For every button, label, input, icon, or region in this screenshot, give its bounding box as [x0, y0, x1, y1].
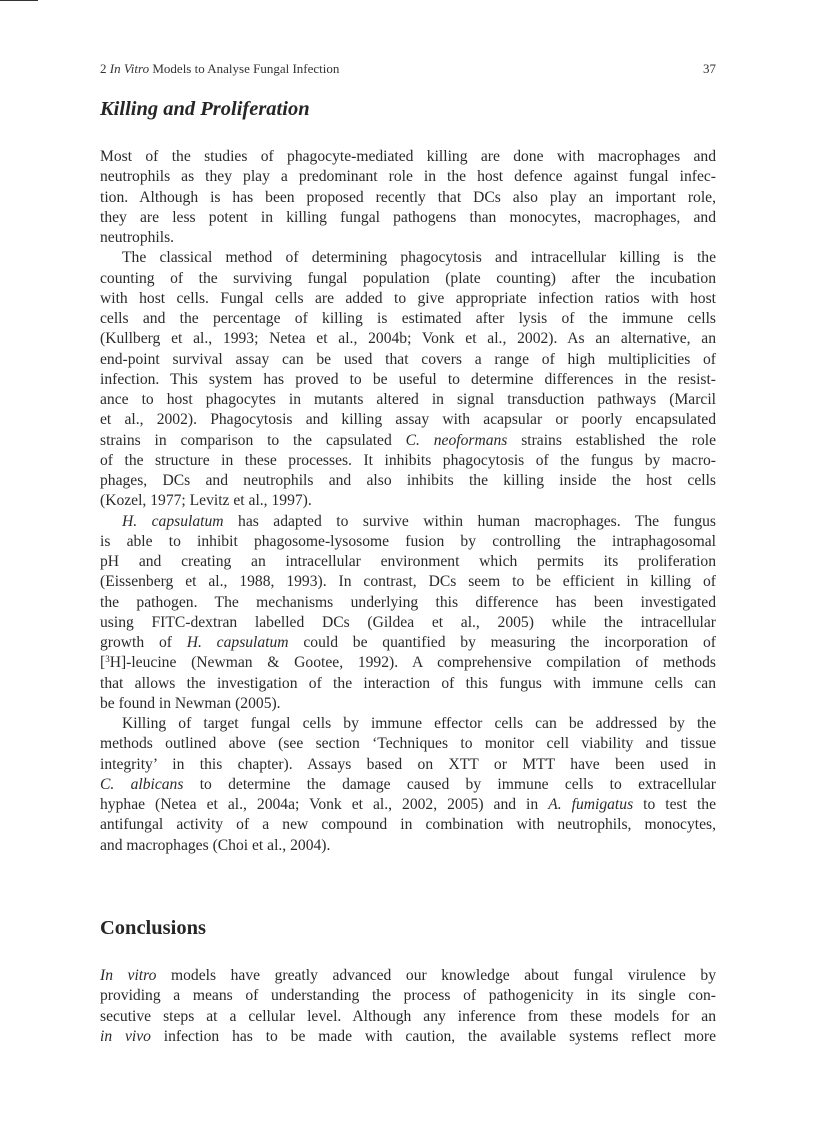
paragraph: of the structure in these processes. It inhibits phagocytosis of the fungus by macro- [100, 451, 716, 469]
paragraph: phages, DCs and neutrophils and also inhibits the killing inside the host cells [100, 472, 716, 489]
paragraph: strains in comparison to the capsulated C. neoformans strains established the role [100, 431, 717, 449]
paragraph: providing a means of understanding the process of pathogenicity in its single con- [100, 987, 716, 1005]
paragraph: (Eissenberg et al., 1988, 1993). In contrast, DCs seem to be efficient in killing of [100, 573, 716, 591]
section-heading-killing: Killing and Proliferation [100, 98, 310, 120]
paragraph: with host cells. Fungal cells are added to give appropriate infection ratios with host [100, 289, 716, 307]
paragraph: pH and creating an intracellular environment which permits its proliferation [100, 553, 716, 570]
paragraph: (Kozel, 1977; Levitz et al., 1997). [100, 492, 312, 510]
paragraph: be found in Newman (2005). [100, 694, 281, 712]
paragraph: counting of the surviving fungal population (plate counting) after the incubation [100, 269, 716, 287]
paragraph: is able to inhibit phagosome-lysosome fusion by controlling the intraphagosomal [100, 532, 716, 550]
paragraph: Most of the studies of phagocyte-mediated killing are done with macrophages and [100, 148, 716, 165]
paragraph: et al., 2002). Phagocytosis and killing assay with acapsular or poorly encapsulated [100, 411, 716, 429]
paragraph: using FITC-dextran labelled DCs (Gildea et al., 2005) while the intracellular [100, 613, 716, 631]
paragraph: methods outlined above (see section ‘Techniques to monitor cell viability and tissue [100, 735, 716, 753]
section-body-killing [100, 147, 716, 856]
paragraph: end-point survival assay can be used that covers a range of high multiplicities of [100, 350, 716, 368]
paragraph: hyphae (Netea et al., 2004a; Vonk et al., 2002, 2005) and in A. fumigatus to test the [100, 796, 716, 813]
paragraph: growth of H. capsulatum could be quantified by measuring the incorporation of [100, 634, 716, 651]
paragraph: secutive steps at a cellular level. Although any inference from these models for an [100, 1007, 716, 1025]
paragraph: H. capsulatum has adapted to survive within human macrophages. The fungus [122, 512, 716, 530]
page-corner-mark [0, 0, 38, 1]
paragraph: in vivo infection has to be made with caution, the available systems reflect more [100, 1027, 716, 1045]
paragraph: C. albicans to determine the damage caused by immune cells to extracellular [100, 775, 717, 793]
paragraph: they are less potent in killing fungal pathogens than monocytes, macrophages, and [100, 208, 716, 226]
paragraph: integrity’ in this chapter). Assays based on XTT or MTT have been used in [100, 755, 716, 773]
section-body-conclusions [100, 966, 716, 1047]
paragraph: and macrophages (Choi et al., 2004). [100, 836, 331, 854]
paragraph: the pathogen. The mechanisms underlying this difference has been investigated [100, 593, 716, 611]
paragraph: The classical method of determining phagocytosis and intracellular killing is the [122, 249, 716, 267]
paragraph: that allows the investigation of the interaction of this fungus with immune cells can [100, 674, 716, 692]
paragraph: (Kullberg et al., 1993; Netea et al., 2004b; Vonk et al., 2002). As an alternative, an [100, 330, 716, 348]
page-number: 37 [703, 61, 716, 76]
paragraph: tion. Although is has been proposed recently that DCs also play an important role, [100, 188, 716, 206]
paragraph: ance to host phagocytes in mutants altered in signal transduction pathways (Marcil [100, 391, 716, 408]
paragraph: infection. This system has proved to be useful to determine differences in the resist- [100, 370, 716, 388]
running-header-title: 2 In Vitro Models to Analyse Fungal Infection [100, 61, 340, 76]
paragraph: neutrophils. [100, 229, 175, 246]
paragraph: [$^3$H]-leucine (Newman & Gootee, 1992). A comprehensive compilation of methods [100, 654, 716, 672]
section-heading-conclusions: Conclusions [100, 917, 206, 939]
paragraph: antifungal activity of a new compound in combination with neutrophils, monocytes, [100, 816, 716, 834]
paragraph: neutrophils as they play a predominant role in the host defence against fungal infec- [100, 168, 716, 186]
paragraph: In vitro models have greatly advanced our knowledge about fungal virulence by [100, 967, 716, 984]
paragraph: Killing of target fungal cells by immune effector cells can be addressed by the [122, 715, 716, 732]
paragraph: cells and the percentage of killing is estimated after lysis of the immune cells [100, 310, 716, 327]
